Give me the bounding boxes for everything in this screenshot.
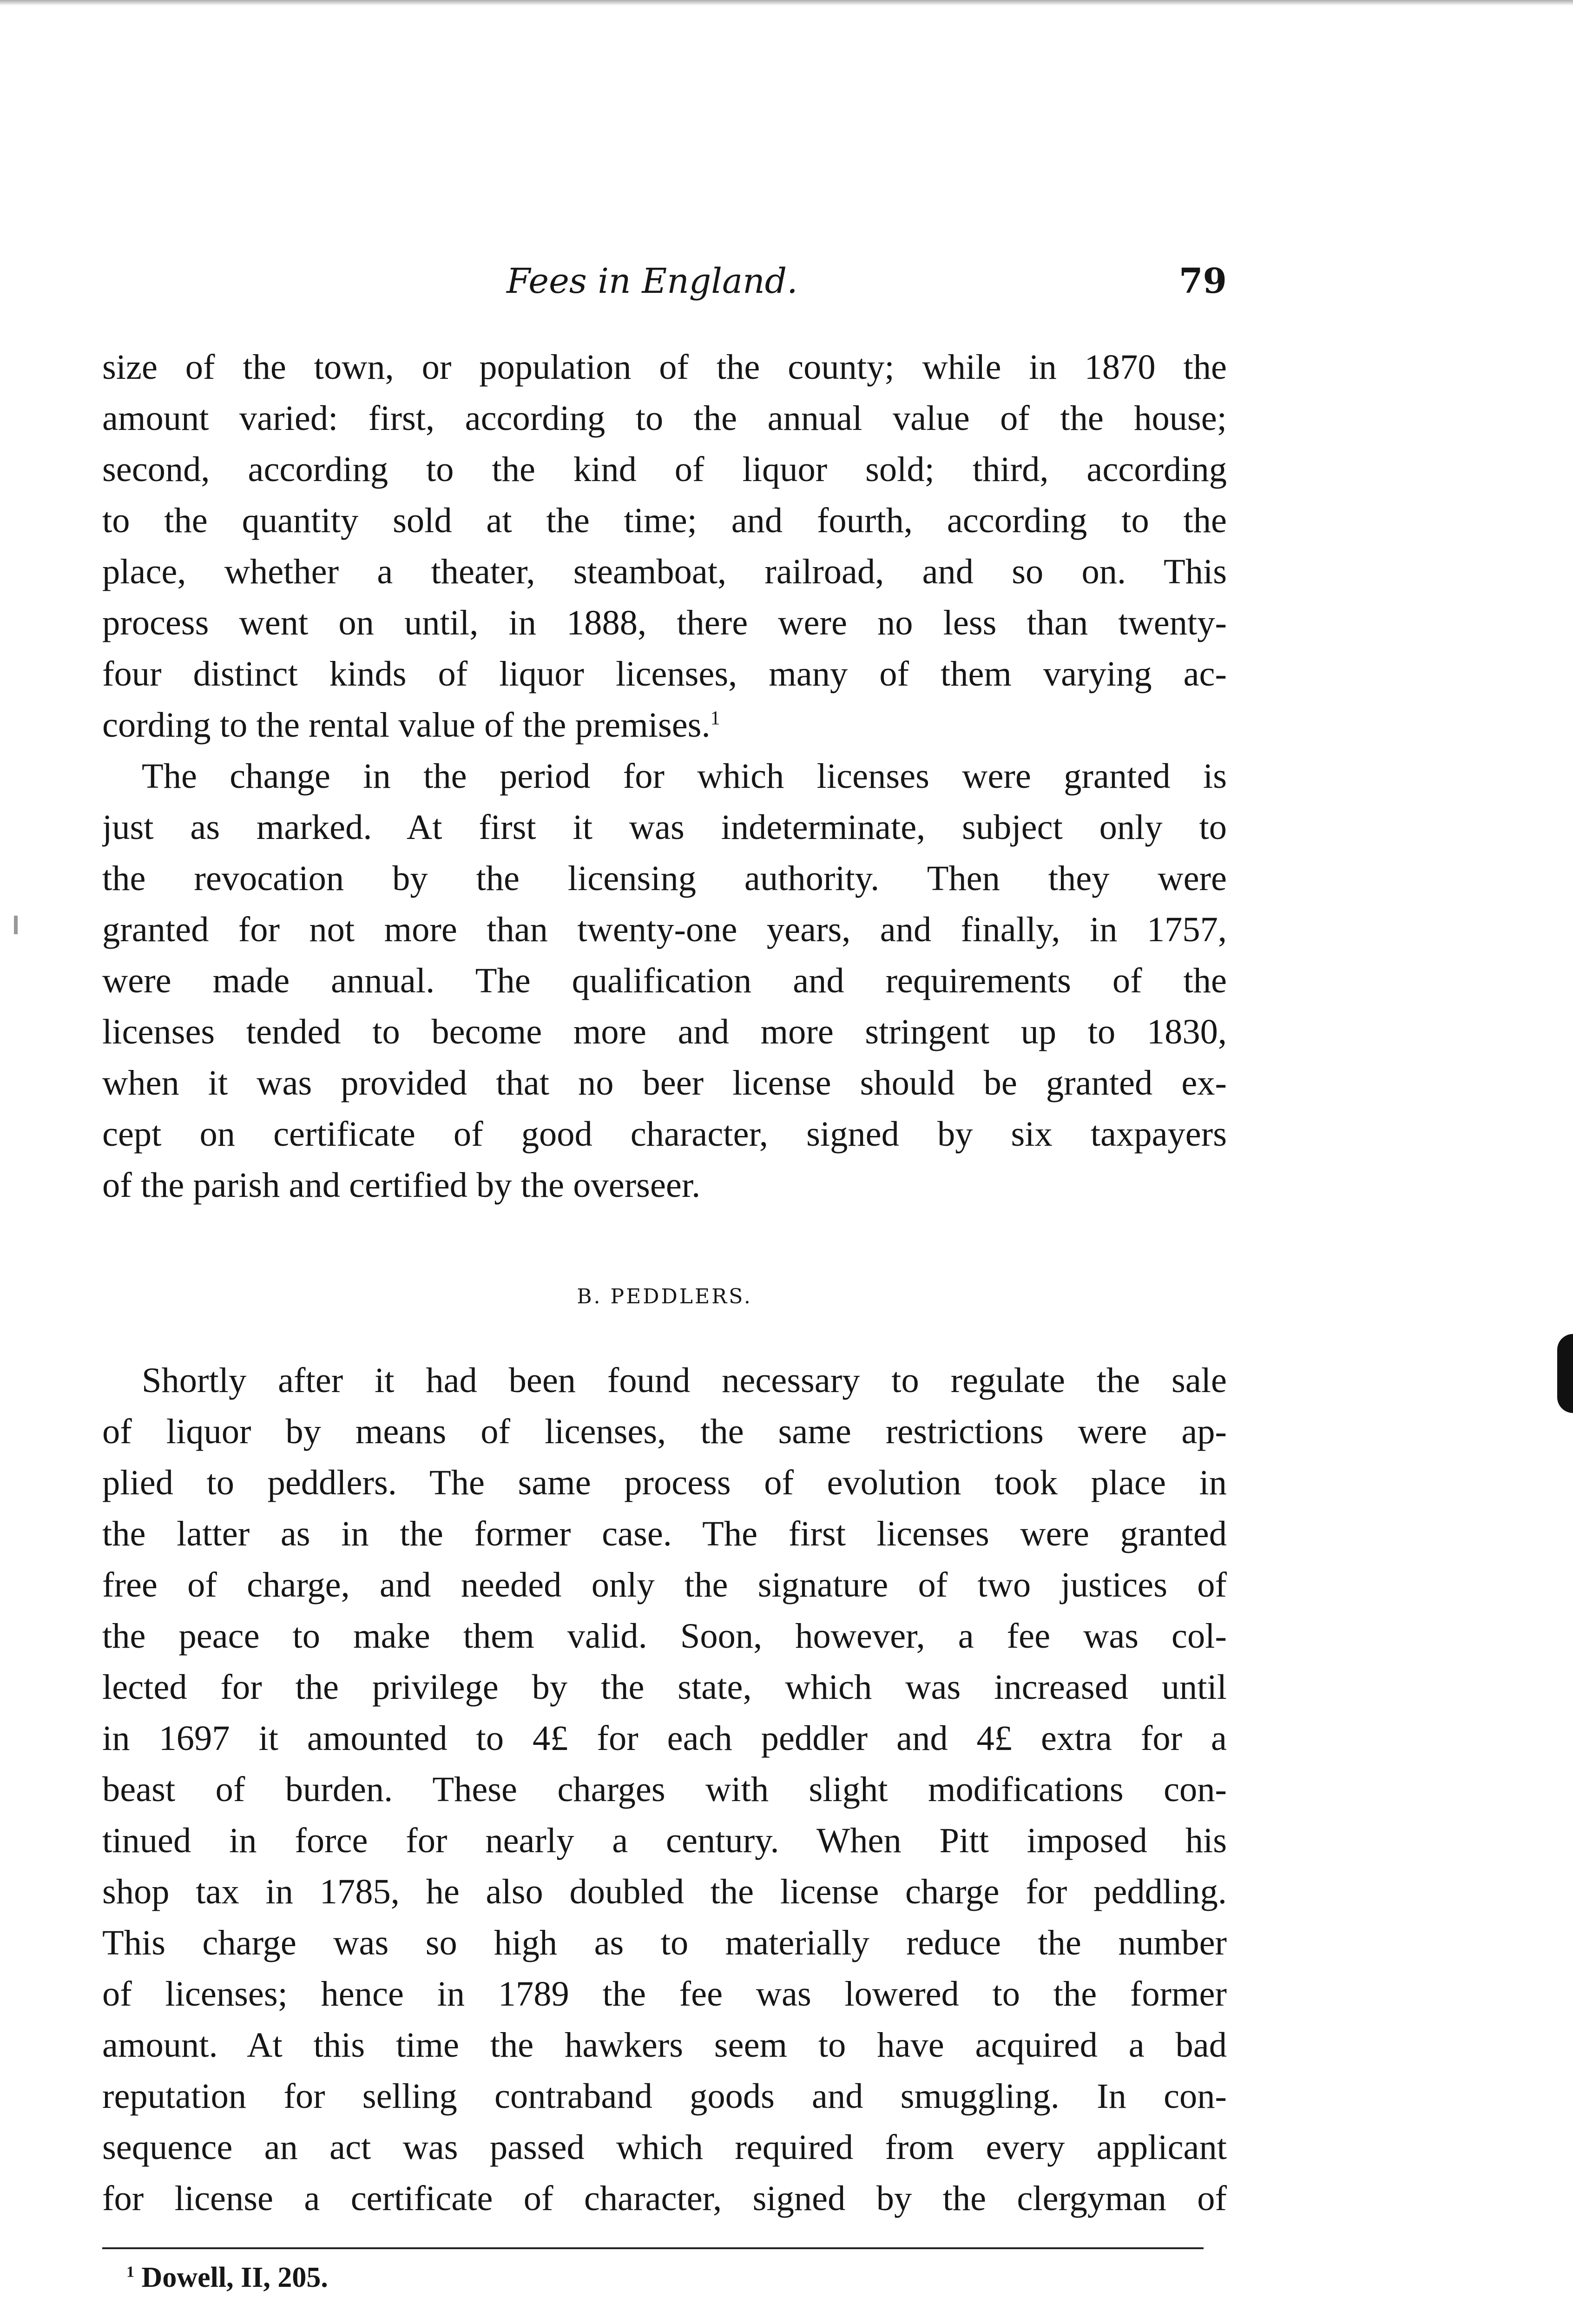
text-line: of the parish and certified by the overseer. — [102, 1165, 701, 1205]
section-heading-peddlers: B. PEDDLERS. — [577, 1285, 752, 1308]
text-line — [102, 700, 1227, 751]
paragraph-peddlers — [102, 1355, 1227, 2224]
footnote-reference: 1 — [710, 707, 720, 729]
paragraph-licenses-variation — [102, 342, 1227, 751]
text-line: licenses tended to become more and more stringent up to 1830, — [102, 1012, 1227, 1051]
text-line: to the quantity sold at the time; and fourth, according to the — [102, 501, 1227, 540]
text-line: granted for not more than twenty-one years, and finally, in 1757, — [102, 910, 1227, 949]
scan-edge-mark — [1557, 1334, 1573, 1413]
text-line: free of charge, and needed only the signature of two justices of — [102, 1565, 1227, 1604]
text-line-content: cording to the rental value of the premises. — [102, 705, 711, 745]
text-line: in 1697 it amounted to 4£ for each peddler and 4£ extra for a — [102, 1718, 1227, 1758]
text-line: cept on certificate of good character, signed by six taxpayers — [102, 1114, 1227, 1154]
running-head-title: Fees in England. — [507, 261, 798, 301]
text-line: for license a certificate of character, signed by the clergyman of — [102, 2179, 1227, 2218]
text-line: amount. At this time the hawkers seem to have acquired a bad — [102, 2025, 1227, 2065]
text-line: when it was provided that no beer license should be granted ex- — [102, 1063, 1227, 1103]
text-line: beast of burden. These charges with slight modifications con- — [102, 1769, 1227, 1809]
text-line: lected for the privilege by the state, which was increased until — [102, 1667, 1227, 1707]
running-head — [102, 253, 1227, 309]
text-line: the latter as in the former case. The first licenses were granted — [102, 1514, 1227, 1553]
text-line: Shortly after it had been found necessary to regulate the sale — [142, 1360, 1227, 1400]
text-line: the peace to make them valid. Soon, however, a fee was col- — [102, 1616, 1227, 1656]
text-line: shop tax in 1785, he also doubled the license charge for peddling. — [102, 1872, 1227, 1911]
text-line: size of the town, or population of the county; while in 1870 the — [102, 347, 1227, 387]
page-number: 79 — [1179, 261, 1227, 301]
text-line: process went on until, in 1888, there were no less than twenty- — [102, 603, 1227, 642]
footnote-marker: 1 — [126, 2263, 135, 2281]
text-line: of liquor by means of licenses, the same restrictions were ap- — [102, 1412, 1227, 1451]
text-line: just as marked. At first it was indeterminate, subject only to — [102, 807, 1227, 847]
footnote-divider — [102, 2247, 1204, 2249]
text-line: of licenses; hence in 1789 the fee was lowered to the former — [102, 1974, 1227, 2014]
text-line: This charge was so high as to materially reduce the number — [102, 1923, 1227, 1962]
footnote — [126, 2257, 328, 2298]
text-line: sequence an act was passed which required from every applicant — [102, 2127, 1227, 2167]
footnote-text: Dowell, II, 205. — [141, 2262, 328, 2293]
scan-speck — [14, 916, 18, 934]
text-line: The change in the period for which licenses were granted is — [142, 756, 1227, 796]
text-line: tinued in force for nearly a century. When Pitt imposed his — [102, 1821, 1227, 1860]
scan-top-edge — [0, 0, 1573, 6]
paragraph-license-period — [102, 751, 1227, 1211]
text-line: amount varied: first, according to the annual value of the house; — [102, 398, 1227, 438]
text-line: plied to peddlers. The same process of evolution took place in — [102, 1463, 1227, 1502]
text-line: the revocation by the licensing authority. Then they were — [102, 858, 1227, 898]
text-line: reputation for selling contraband goods and smuggling. In con- — [102, 2076, 1227, 2116]
text-line: four distinct kinds of liquor licenses, many of them varying ac- — [102, 654, 1227, 693]
text-line: place, whether a theater, steamboat, railroad, and so on. This — [102, 552, 1227, 591]
text-line: were made annual. The qualification and requirements of the — [102, 961, 1227, 1000]
text-line: second, according to the kind of liquor sold; third, according — [102, 449, 1227, 489]
